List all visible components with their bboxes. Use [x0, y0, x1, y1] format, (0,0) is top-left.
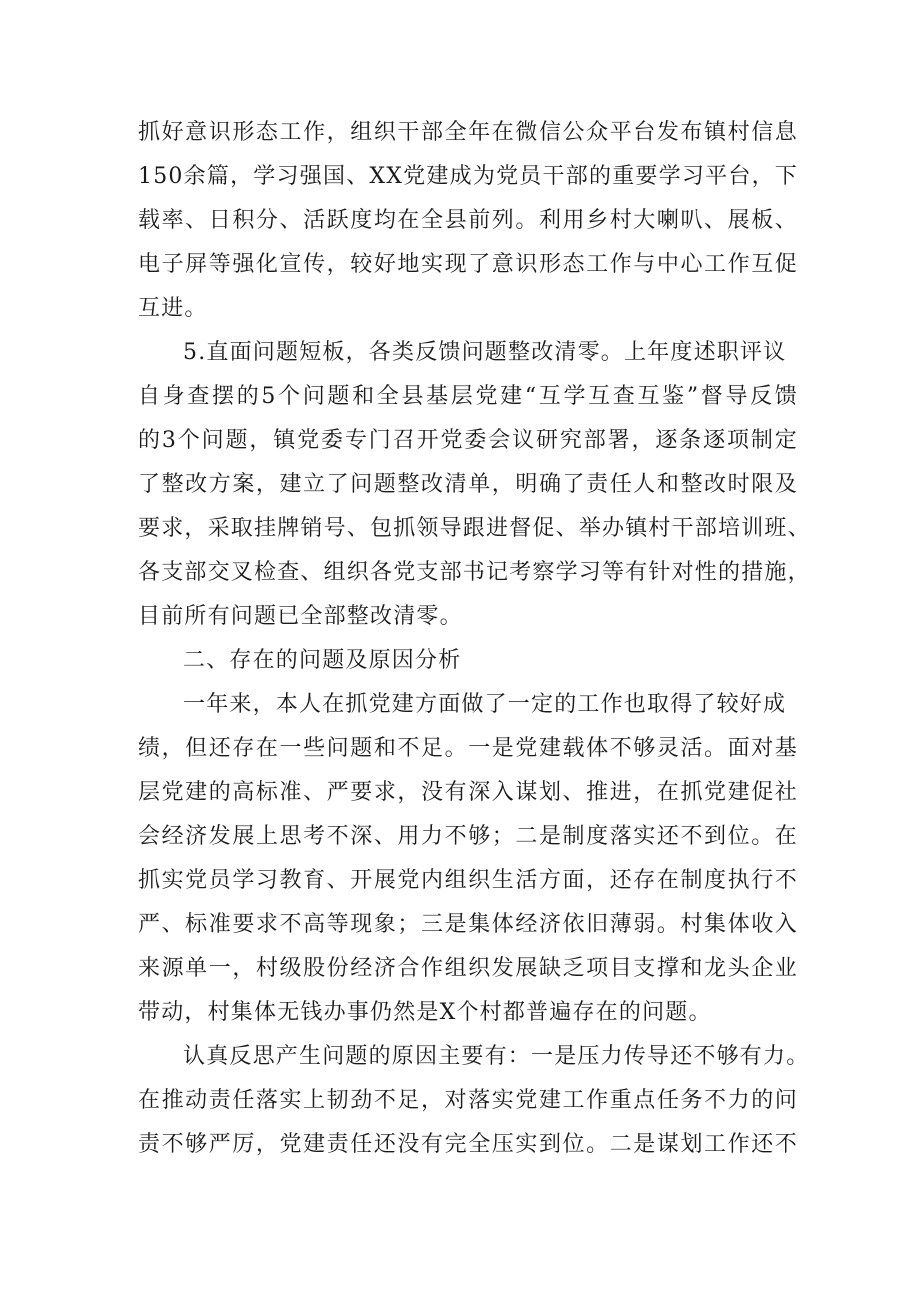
text-line: 150余篇，学习强国、XX党建成为党员干部的重要学习平台，下 [138, 164, 798, 189]
text-line: 了整改方案，建立了问题整改清单，明确了责任人和整改时限及 [138, 472, 798, 497]
paragraph-first-line: 一年来，本人在抓党建方面做了一定的工作也取得了较好成 [183, 692, 787, 717]
text-line: 带动，村集体无钱办事仍然是X个村都普遍存在的问题。 [138, 1000, 712, 1025]
text-line: 目前所有问题已全部整改清零。 [138, 604, 463, 629]
text-line: 责不够严厉，党建责任还没有完全压实到位。二是谋划工作还不 [138, 1132, 798, 1157]
text-line: 层党建的高标准、严要求，没有深入谋划、推进，在抓党建促社 [138, 780, 798, 805]
text-line: 在推动责任落实上韧劲不足，对落实党建工作重点任务不力的问 [138, 1088, 798, 1113]
text-line: 自身查摆的5个问题和全县基层党建“互学互查互鉴”督导反馈 [138, 384, 798, 409]
text-line: 的3个问题，镇党委专门召开党委会议研究部署，逐条逐项制定 [138, 428, 798, 453]
paragraph-first-line: 5.直面问题短板，各类反馈问题整改清零。上年度述职评议 [183, 340, 787, 365]
text-line: 载率、日积分、活跃度均在全县前列。利用乡村大喇叭、展板、 [138, 208, 798, 233]
text-line: 来源单一，村级股份经济合作组织发展缺乏项目支撑和龙头企业 [138, 956, 798, 981]
text-line: 互进。 [138, 296, 208, 321]
text-line: 各支部交叉检查、组织各党支部书记考察学习等有针对性的措施， [138, 560, 811, 585]
paragraph-first-line: 认真反思产生问题的原因主要有：一是压力传导还不够有力。 [183, 1044, 810, 1069]
text-line: 要求，采取挂牌销号、包抓领导跟进督促、举办镇村干部培训班、 [138, 516, 811, 541]
text-line: 会经济发展上思考不深、用力不够；二是制度落实还不到位。在 [138, 824, 798, 849]
text-line: 电子屏等强化宣传，较好地实现了意识形态工作与中心工作互促 [138, 252, 798, 277]
text-line: 抓实党员学习教育、开展党内组织生活方面，还存在制度执行不 [138, 868, 798, 893]
section-heading: 二、存在的问题及原因分析 [183, 648, 462, 673]
text-line: 抓好意识形态工作，组织干部全年在微信公众平台发布镇村信息 [138, 120, 798, 145]
text-line: 绩，但还存在一些问题和不足。一是党建载体不够灵活。面对基 [138, 736, 798, 761]
text-line: 严、标准要求不高等现象；三是集体经济依旧薄弱。村集体收入 [138, 912, 798, 937]
